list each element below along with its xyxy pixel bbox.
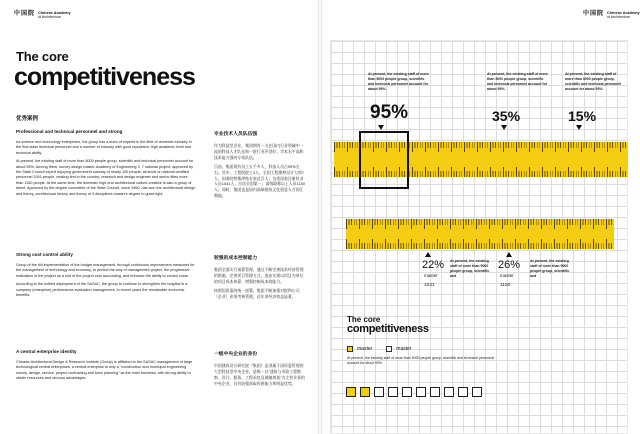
ruler-bar-bottom: [346, 219, 614, 249]
logo-seal: 中国院: [583, 11, 605, 17]
proportion-box-filled: [346, 387, 356, 397]
section-paragraph: At present, the existing staff of more than 5000 people group, scientific and technical personnel account for about 95%. Among them, survey design master Academy of Engineering 3, 7 national project, approved by the State Council expert enjoying government subsidy of nearly 100 people; all kinds of national certified personnel 1041 people, ranking first in the country; research and design engineer and senior titles more than 1150 people. At the same time, the domestic high-end architectural culture-creative is also a group of talent. Approved by the degree committee of the State Council, since 1960, has won the architectural design and theory, architectural history and theory of 3 disciplines master's degree to grant right.: [16, 159, 196, 196]
stat-26-percent: 26%: [498, 259, 521, 271]
left-title-line2: competitiveness: [14, 63, 195, 91]
cn-section-paragraph: 目前，集团现有员工五千多人，科技人员占95%左右。其中，工程院院士3人，全国工程勘察设计大师7人，国务院特殊津贴专家近百人；各类国家注册执业人员1041人，位居全国第一；高级职称以上人员1150人。同时，集团也是国内高端建筑文化创意人才的汇聚地。: [214, 163, 305, 199]
section-heading: A central enterprise identity: [16, 349, 77, 354]
pointer-up-icon: [506, 252, 512, 257]
stat-35-percent: 35%: [492, 108, 521, 124]
stat-22-count: 1041: [424, 283, 435, 288]
stat-26-count: 1150: [500, 283, 511, 288]
logo-seal: 中国院: [14, 11, 36, 17]
right-title-line1: The core: [347, 315, 381, 324]
stat-95-percent: 95%: [370, 102, 409, 123]
legend-label: master: [357, 346, 373, 352]
page-gutter: [318, 0, 322, 434]
proportion-box-empty: [388, 387, 398, 397]
legend: [347, 346, 412, 352]
pointer-down-icon: [501, 125, 507, 130]
section-identity: [16, 349, 196, 385]
stat-22-label: master: [424, 273, 438, 278]
pointer-down-icon: [576, 125, 582, 130]
logo-text: [607, 11, 640, 20]
section-heading: Professional and technical personnel and strong: [16, 129, 123, 134]
proportion-box-empty: [458, 387, 468, 397]
right-title-line2: competitiveness: [347, 323, 429, 335]
cn-section-paragraph: 中国建筑设计研究院（集团）是隶属于国资委管理的大型科技型中央企业，是唯一以"建筑与市政工程勘察、设计、服务、工程承包及城镇规划"为主营业务的中央企业，具有较强获取资源能力和明显优势。: [214, 363, 305, 386]
left-subtitle: 优秀案例: [16, 116, 39, 122]
cn-section-heading: 较强的成本控制能力: [214, 256, 258, 261]
left-logo: [14, 11, 71, 20]
cn-section-heading: 专业技术人员队伍强: [214, 132, 258, 137]
proportion-box-empty: [430, 387, 440, 397]
left-title-line1: The core: [16, 49, 69, 64]
cn-section-identity: [214, 350, 306, 390]
legend-label: master: [396, 346, 412, 352]
cn-section-heading: 一级中央企业的身份: [214, 352, 258, 357]
callout-note-35: At present, the existing staff of more than 5000 people group, scientific and technical personnel account for about 95%.: [487, 72, 548, 91]
highlight-frame: [359, 131, 409, 189]
proportion-box-empty: [374, 387, 384, 397]
right-logo: [583, 11, 640, 20]
section-paragraph: Chinese Architectural Design & Research Institute (Group) is affiliated to the SASAC management of large technological central enterprises, a central enterprise is only a "construction and municipal engineering survey, design, service, project contracting and town planning" as the main business, with strong ability to obtain resources and obvious advantages.: [16, 360, 193, 381]
section-personnel: [16, 129, 196, 200]
callout-note-15: At present, the existing staff of more than 5000 people group, scientific and technical personnel account for about 95%.: [565, 72, 622, 91]
logo-text: [38, 11, 71, 20]
proportion-box-empty: [472, 387, 482, 397]
ruler-major-ticks: [346, 219, 614, 249]
section-paragraph: As science and technology enterprises, the group has a team of experts in the field of domestic industry in the first-class technical personnel and a number of industry with good reputation, high academic level and technical ability.: [16, 140, 192, 155]
pointer-down-icon: [378, 125, 384, 130]
cn-section-paragraph: 集团全面实行预算管理，通过不断完善技术经济管理的措施，完善项目管理方式，逐步实现以项目为单位的项目成本核算，增强控制成本的能力。: [214, 267, 304, 284]
stat-15-percent: 15%: [568, 108, 597, 124]
legend-note: At present, the existing staff of more than 5000 people group, scientific and technical personnel account for about 95%.: [347, 356, 495, 365]
logo-name: Chinese Academy: [38, 11, 71, 15]
proportion-box-empty: [444, 387, 454, 397]
callout-note-95: At present, the existing staff of more than 5000 people group, scientific and technical personnel account for about 95%.: [368, 72, 429, 91]
pointer-up-icon: [425, 252, 431, 257]
logo-name: Chinese Academy: [607, 11, 640, 15]
stat-22-note: At present, the existing staff of more than 5000 people group, scientific and: [450, 259, 490, 278]
cn-section-personnel: [214, 130, 306, 202]
cn-section-cost: [214, 254, 306, 303]
section-heading: Strong cost control ability: [16, 252, 73, 257]
legend-swatch-filled: [347, 346, 353, 352]
proportion-box-filled: [360, 387, 370, 397]
stat-26-note: At present, the existing staff of more than 5000 people group, scientific and: [530, 259, 570, 278]
cn-section-paragraph: 按照国资委的统一部署，集团不断加强对院和公司（企业）业绩考核管理，近年来经济效益显著。: [214, 287, 300, 299]
stat-26-label: master: [500, 273, 514, 278]
proportion-boxes: [346, 387, 482, 397]
section-paragraph: Group of the full implementation of the budget management, through continuous improvement measures for the management of technology and economy, to perfect the way of management project, the progressive realization of the project as a unit of the project cost accounting, and enhance the ability to control costs.: [16, 263, 195, 278]
proportion-box-empty: [416, 387, 426, 397]
cn-section-paragraph: 作为科技型企业，集团拥有一支在国内行业领域中一流的科技人才队伍和一批行业声誉好、学术水平高和技术能力强的专家队伍。: [214, 143, 304, 160]
section-cost: [16, 252, 196, 301]
section-paragraph: According to the unified deployment of the SASAC, the group to continue to strengthen the hospital is a company (enterprise) performance evaluation management, in recent years the remarkable economic benefits.: [16, 282, 188, 298]
stat-22-percent: 22%: [422, 259, 445, 271]
logo-sub: of Architecture: [607, 15, 630, 20]
proportion-box-empty: [402, 387, 412, 397]
logo-sub: of Architecture: [38, 15, 61, 20]
legend-swatch-empty: [386, 346, 392, 352]
